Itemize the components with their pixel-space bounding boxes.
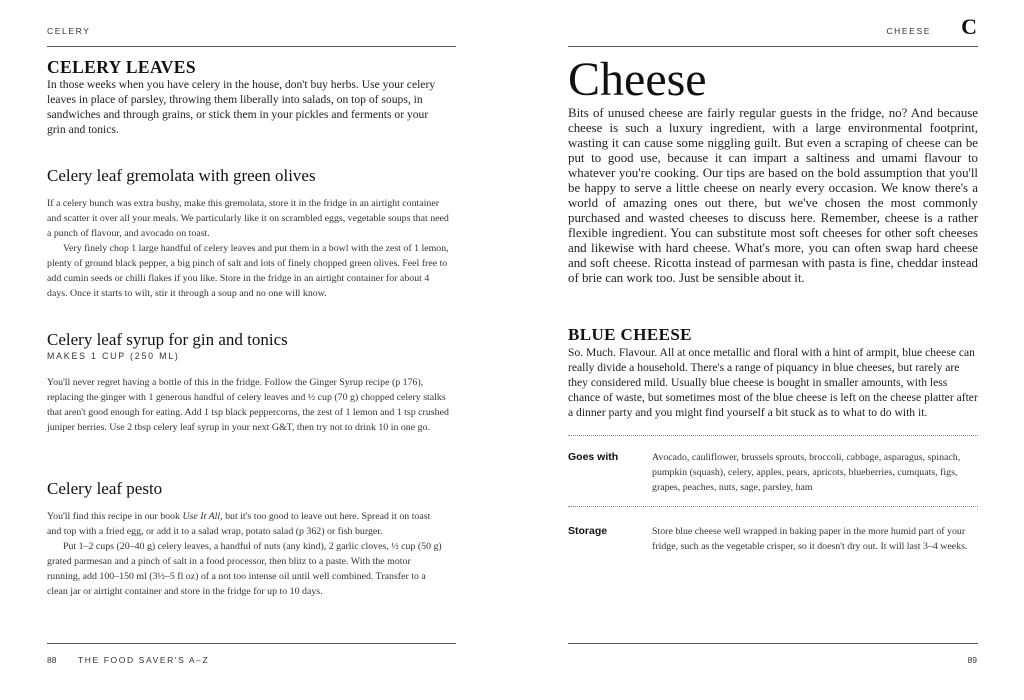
bottom-rule-left [47,643,456,644]
table-divider [568,506,978,507]
table-label-goes-with: Goes with [568,451,619,463]
recipe-body-pesto [47,509,442,599]
table-value-goes-with: Avocado, cauliflower, brussels sprouts, broccoli, cabbage, asparagus, spinach, pumpkin (squash), celery, apples, pears, apricots, blueberries, cumquats, figs, grapes, peaches, nuts, sage, parsley, ham [652,452,961,493]
section-text-blue-cheese: So. Much. Flavour. All at once metallic and floral with a hint of armpit, blue cheese can really divide a household. There's a range of piquancy in blue cheeses, but rarely are they considered mild. Usually blue cheese is bought in smaller amounts, with less chance of waste, but sometimes most of the blue cheese is left on the cheese platter after a dinner party and you might find yourself a bit stuck as to what to do with it. [568,346,978,419]
cheese-intro: Bits of unused cheese are fairly regular guests in the fridge, no? And because cheese is such a luxury ingredient, with a large environmental footprint, wasting it can cause some niggling guilt. But even a scraping of cheese can be put to good use, because it can impart a saltiness and umami flavour to whatever you're cooking. Our tips are based on the bold assumption that you'll be happy to serve a little cheese on nearly every occasion. We know there's a world of amazing ones out there, but we've chosen the most commonly purchased and wasted cheeses to discuss here. Remember, cheese is a rather flexible ingredient. You can substitute most soft cheeses for other soft cheeses and likewise with hard cheese. What's more, you can often swap hard cheese and soft cheese. Ricotta instead of parmesan with pasta is fine, cheddar instead of brie can work too. Just be sensible about it. [568,106,978,285]
section-letter: C [961,14,977,39]
page-number-left: 88 [47,655,57,665]
recipe-title-syrup: Celery leaf syrup for gin and tonics [47,330,288,349]
recipe-paragraph: You'll never regret having a bottle of this in the fridge. Follow the Ginger Syrup recipe (p 176), replacing the ginger with 1 generous handful of celery leaves and ½ cup (70 g) chopped celery stalks that aren't good enough for eating. Add 1 tsp black peppercorns, the zest of 1 lemon and 1 tsp crushed juniper berries. Use 2 tbsp celery leaf syrup in your next G&T, then try not to drink 10 in one go. [47,377,449,433]
book-title: Use It All [182,511,221,522]
running-head-right: CHEESE [886,26,931,36]
recipe-title-pesto: Celery leaf pesto [47,479,163,498]
table-value-storage: Store blue cheese well wrapped in baking paper in the more humid part of your fridge, such as the vegetable crisper, so it doesn't dry out. It will last 3–4 weeks. [652,526,968,552]
top-rule-left [47,46,456,47]
recipe-yield-syrup: MAKES 1 CUP (250 ML) [47,351,180,361]
section-heading-blue-cheese: BLUE CHEESE [568,325,692,344]
top-rule-right [568,46,978,47]
recipe-paragraph: Very finely chop 1 large handful of celery leaves and put them in a bowl with the zest of 1 lemon, plenty of ground black pepper, a big pinch of salt and lots of finely chopped green olives. Feel free to add cumin seeds or chilli flakes if you like. Store in the fridge in an airtight container for about 4 days. Once it starts to wilt, stir it through a soup and no one will know. [47,243,449,299]
recipe-title-gremolata: Celery leaf gremolata with green olives [47,166,316,185]
table-label-storage: Storage [568,525,608,537]
section-text-celery-leaves: In those weeks when you have celery in the house, don't buy herbs. Use your celery leaves in place of parsley, throwing them liberally into salads, on top of soups, in sandwiches and through grains, or stick them in your pickles and ferments or your grin and tonics. [47,78,436,136]
footer-book-title: THE FOOD SAVER'S A–Z [78,655,210,665]
table-divider [568,435,978,436]
bottom-rule-right [568,643,978,644]
right-page [512,0,1024,700]
page-number-right: 89 [967,655,977,665]
recipe-paragraph: If a celery bunch was extra bushy, make this gremolata, store it in the fridge in an airtight container and scatter it over all your meals. We particularly like it on scrambled eggs, vegetable soups that need a punch of flavour, and avocado on toast. [47,198,449,239]
recipe-body-gremolata [47,196,451,301]
page-title: Cheese [568,53,707,106]
recipe-body-syrup [47,375,453,435]
recipe-paragraph: You'll find this recipe in our book Use It All, but it's too good to leave out here. Spread it on toast and top with a fried egg, or add it to a salad wrap, potato salad (p 362) or fish burger. [47,511,431,537]
recipe-paragraph: Put 1–2 cups (20–40 g) celery leaves, a handful of nuts (any kind), 2 garlic cloves, ½ cup (50 g) grated parmesan and a pinch of salt in a food processor, then blitz to a paste. With the motor running, add 100–150 ml (3½–5 fl oz) of a not too intense oil until well combined. Transfer to a clean jar or airtight container and store in the fridge for up to 10 days. [47,541,442,597]
section-heading-celery-leaves: CELERY LEAVES [47,57,197,77]
running-head-left: CELERY [47,26,91,36]
